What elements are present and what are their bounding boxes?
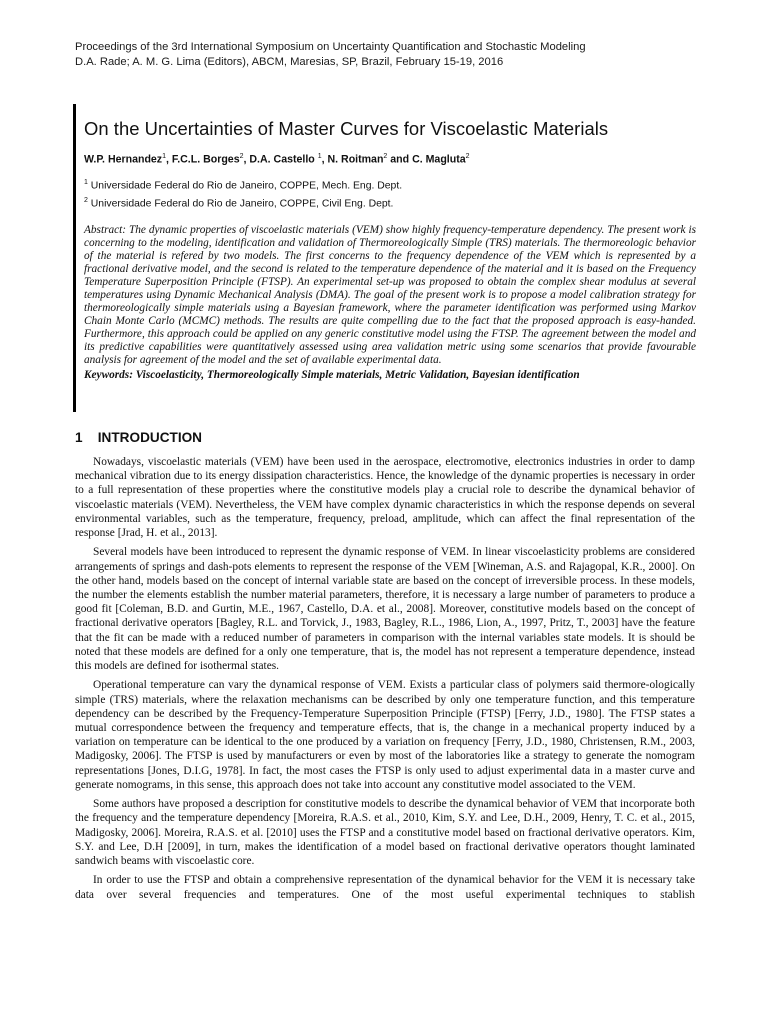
author-separator: , (321, 153, 328, 166)
affiliation-text: Universidade Federal do Rio de Janeiro, COPPE, Civil Eng. Dept. (90, 198, 394, 210)
section-title: INTRODUCTION (97, 430, 202, 445)
author-affiliation-mark: 1 (162, 153, 167, 160)
author: D.A. Castello (249, 153, 318, 166)
author: W.P. Hernandez (84, 153, 163, 166)
body-paragraph: Nowadays, viscoelastic materials (VEM) have been used in the aerospace, electromotive, electronics industries in order to damp mechanical vibration due to its energy dissipation characteristics. Hence, the knowledge of the dynamic properties is necessary in order to a full representation of these properties where the constitutive models play a crucial role to describe the dynamical behavior of viscoelastic materials (VEM). Nevertheless, the VEM have complex dynamic characteristics in which the response depends on several environmental variables, such as the temperature, frequency, preload, amplitude, which can affect the final representation of the response [Jrad, H. et al., 2013]. (75, 456, 695, 540)
body-paragraph: Some authors have proposed a description for constitutive models to describe the dynamical behavior of VEM that incorporate both the frequency and the temperature dependency [Moreira, R.A.S. et al., 2010, Kim, S.Y. and Lee, D.H., 2009, Henry, T. C. et al., 2015, Madigosky, 2006]. Moreira, R.A.S. et al. [2010] uses the FTSP and a constitutive model based on fractional derivative operators. Kim, S.Y. and Lee, D.H [2009], in turn, makes the identification of a model based on fractional derivative operators thought laminated sandwich beams with viscoelastic core. (75, 798, 695, 868)
affiliation-mark: 2 (84, 197, 88, 204)
proceedings-header (75, 40, 586, 70)
body-paragraph: Several models have been introduced to represent the dynamic response of VEM. In linear viscoelasticity problems are considered arrangements of springs and dash-pots elements to represent the response of the VEM [Wineman, A.S. and Rajagopal, K.R., 2000]. On the other hand, models based on the concept of internal variable state are based on the concept of irreversible process. In these models, the number the elements establish the number material parameters, therefore, it is necessary a large number of parameters to produce a good fit [Coleman, B.D. and Gurtin, M.E., 1967, Castello, D.A. et al., 2008]. Moreover, constitutive models based on the concept of fractional derivative operators [Bagley, R.L. and Torvick, J., 1983, Bagley, R.L., 1986, Lion, A., 1997, Pritz, T., 2003] have the feature that the fit can be made with a reduced number of parameters in comparison with the internal variables state models. It is should be noted that these models are defined for a only one temperature, that is, the model has not represent a temperature dependence, instead this models are defined for isothermal states. (75, 546, 695, 673)
author-list (84, 153, 698, 166)
author-separator: , (243, 153, 250, 166)
body-paragraph: Operational temperature can vary the dynamical response of VEM. Exists a particular class of polymers said thermore-ologically simple (TRS) materials, where the relaxation mechanisms can be described by only one temperature function, and this temperature dependency can be described by the Frequency-Temperature Superposition Principle (FTSP) [Ferry, J.D., 1980]. The FTSP states a mutual correspondence between the frequency and temperature effects, that is, the change in a mechanical property induced by a variation on temperature can be identical to the one produced by a variation on frequency [Ferry, J.D., 1980, Christensen, R.M., 2003, Madigosky, 2006]. The FTSP is used by manufacturers or even by most of the laboratories like a strategy to generate the nomogram representations [Jones, D.I.G, 1978]. In fact, the most cases the FTSP is only used to adjust experimental data in a master curve and generate nomograms, in this sense, this approach does not take into account any constitutive model associated to the VEM. (75, 679, 695, 791)
abstract: Abstract: The dynamic properties of viscoelastic materials (VEM) show highly frequency-temperature dependency. The present work is concerning to the modeling, identification and validation of Thermoreologically Simple (TRS) materials. The thermoreologic behavior of the material is refered by two models. The first concerns to the frequency dependence of the VEM which is represented by a fractional derivative model, and the second is related to the temperature dependence of the material and it is based on the Frequency Temperature Superposition Principle (FTSP). An experimental set-up was proposed to obtain the complex shear modulus at several temperatures using Dynamic Mechanical Analysis (DMA). The goal of the present work is to propose a model calibration strategy for thermoreologically simple materials using a Bayesian framework, where the parameter identification was performed using Markov Chain Monte Carlo (MCMC) methods. The results are quite compelling due to the fact that the proposed approach is easy-handed. Furthermore, this approach could be applied on any generic constitutive model using the FTSP. The agreement between the model and its predictive capabilities were quantitatively assessed using area validation metric using some scenarios that provide favourable analysis for agreement of the model and the set of available experimental data. (84, 224, 696, 366)
author-affiliation-mark: 2 (383, 153, 388, 160)
author: F.C.L. Borges (171, 153, 240, 166)
proceedings-line-1: Proceedings of the 3rd International Symposium on Uncertainty Quantification and Stochastic Modeling (75, 41, 586, 53)
section-heading (75, 430, 202, 445)
proceedings-line-2: D.A. Rade; A. M. G. Lima (Editors), ABCM, Maresias, SP, Brazil, February 15-19, 2016 (75, 56, 504, 68)
author-affiliation-mark: 2 (239, 153, 244, 160)
title-block (73, 104, 698, 412)
author-separator: , (166, 153, 172, 166)
paper-title: On the Uncertainties of Master Curves for Viscoelastic Materials (84, 118, 609, 139)
author-affiliation-mark: 1 (317, 153, 322, 160)
author: N. Roitman (327, 153, 384, 166)
affiliation (84, 179, 698, 191)
affiliation-text: Universidade Federal do Rio de Janeiro, COPPE, Mech. Eng. Dept. (90, 180, 403, 191)
section-number: 1 (75, 430, 83, 445)
affiliation (84, 197, 698, 209)
author-separator: and (387, 153, 413, 166)
author-affiliation-mark: 2 (465, 153, 470, 160)
keywords: Keywords: Viscoelasticity, Thermoreologically Simple materials, Metric Validation, Bayesian identification (84, 369, 580, 382)
body-paragraph: In order to use the FTSP and obtain a comprehensive representation of the dynamical behavior for the VEM it is necessary take data over several frequencies and temperatures. One of the most useful experimental techniques to stablish (75, 874, 695, 901)
author: C. Magluta (412, 153, 466, 166)
section-body (75, 455, 695, 907)
affiliation-mark: 1 (84, 178, 88, 186)
